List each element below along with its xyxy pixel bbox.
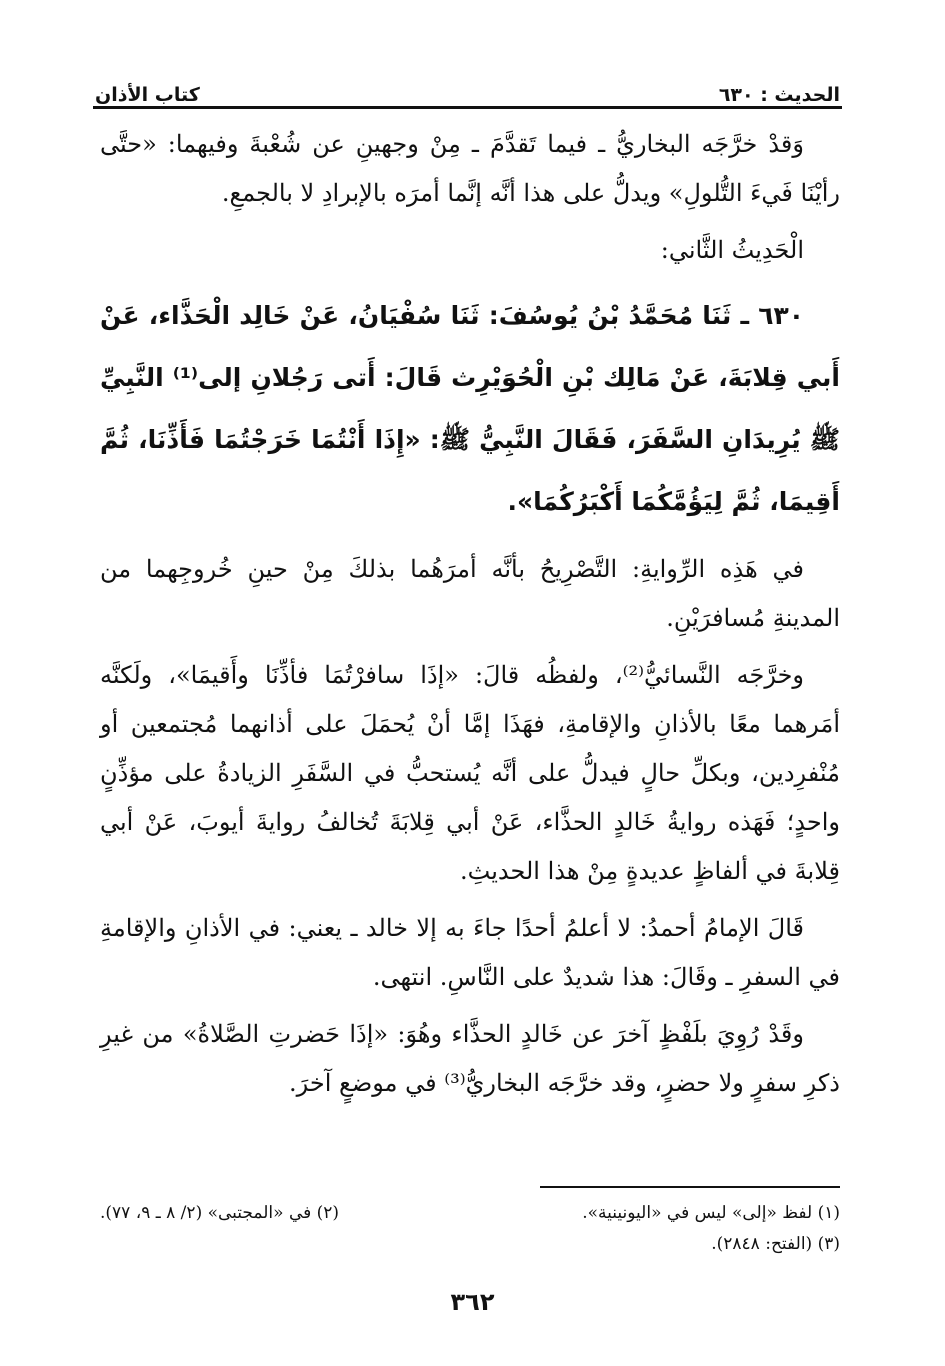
page-number: ٣٦٢ xyxy=(450,1288,495,1316)
running-head xyxy=(95,66,840,106)
footnote-1: (١) لفظ «إلى» ليس في «اليونينية». xyxy=(582,1203,840,1223)
hadith-number-header: الحديث : ٦٣٠ xyxy=(718,84,840,106)
paragraph-nasai: وخرَّجَه النَّسائيُّ⁽²⁾، ولفظُه قالَ: «إذَا سافرْتُمَا فأذِّنَا وأَقيمَا»، ولَكنَّه أمَرهما معًا بالأذانِ والإقامةِ، فهَذَا إمَّا أنْ يُحمَلَ على أذانهما مُجتمعين أو مُنْفرِدين، وبكلِّ حالٍ فيدلُّ على أنَّه يُستحبُّ في السَّفَرِ الزيادةُ على مؤذِّنٍ واحدٍ؛ فَهَذه روايةُ خَالدٍ الحذَّاء، عَنْ أبي قِلابَةَ تُخالفُ روايةَ أيوبَ، عَنْ أبي قِلابةَ في ألفاظٍ عديدةٍ مِنْ هذا الحديثِ. xyxy=(100,661,840,885)
footnote-3: (٣) (الفتح: ٢٨٤٨). xyxy=(711,1234,840,1254)
paragraph-intro: وَقدْ خرَّجَه البخاريُّ ـ فيما تَقدَّمَ ـ مِنْ وجهينِ عن شُعْبةَ وفيهما: «حتَّى رأيْنَا فَيءَ التُّلولِ» ويدلُّ على هذا أنَّه إنَّما أمرَه بالإبرادِ لا بالجمعِ. xyxy=(100,130,840,207)
hadith-text: ٦٣٠ ـ ثَنَا مُحَمَّدُ بْنُ يُوسُفَ: ثَنَا سُفْيَانُ، عَنْ خَالِد الْحَذَّاء، عَنْ أَبي قِلابَةَ، عَنْ مَالِك بْنِ الْحُوَيْرِث قَالَ: أَتى رَجُلانِ إلى⁽¹⁾ النَّبِيِّ ﷺ يُرِيدَانِ السَّفَرَ، فَقَالَ النَّبِيُّ ﷺ: «إِذَا أَنْتُمَا خَرَجْتُمَا فَأَذِّنَا، ثُمَّ أَقِيمَا، ثُمَّ لِيَؤُمَّكُمَا أَكْبَرُكُمَا». xyxy=(100,301,840,516)
paragraph-ahmad: قَالَ الإمامُ أحمدُ: لا أعلمُ أحدًا جاءَ به إلا خالد ـ يعني: في الأذانِ والإقامةِ في السفرِ ـ وقَالَ: هذا شديدٌ على النَّاسِ. انتهى. xyxy=(100,914,840,991)
footnote-2: (٢) في «المجتبى» (٢/ ٨ ـ ٩، ٧٧). xyxy=(100,1203,340,1223)
main-text xyxy=(100,120,840,1116)
paragraph-narration: في هَذِه الرِّوايةِ: التَّصْرِيحُ بأنَّه أمرَهُما بذلكَ مِنْ حينِ خُروجِهما من المدينةِ مُسافرَيْنِ. xyxy=(100,555,840,632)
header-rule xyxy=(93,106,842,109)
paragraph-other-wording: وقَدْ رُوِيَ بلَفْظٍ آخرَ عن خَالدٍ الحذَّاء وهُوَ: «إذَا حَضرتِ الصَّلاةُ» من غيرِ ذكرِ سفرٍ ولا حضرٍ، وقد خرَّجَه البخاريُّ⁽³⁾ في موضعٍ آخرَ. xyxy=(100,1020,840,1097)
footnote-row xyxy=(100,1198,840,1229)
footnote-rule xyxy=(540,1186,840,1188)
footnotes xyxy=(100,1198,840,1260)
chapter-title-header: كتاب الأذان xyxy=(95,84,200,106)
section-subheading: الْحَدِيثُ الثَّاني: xyxy=(660,236,804,264)
